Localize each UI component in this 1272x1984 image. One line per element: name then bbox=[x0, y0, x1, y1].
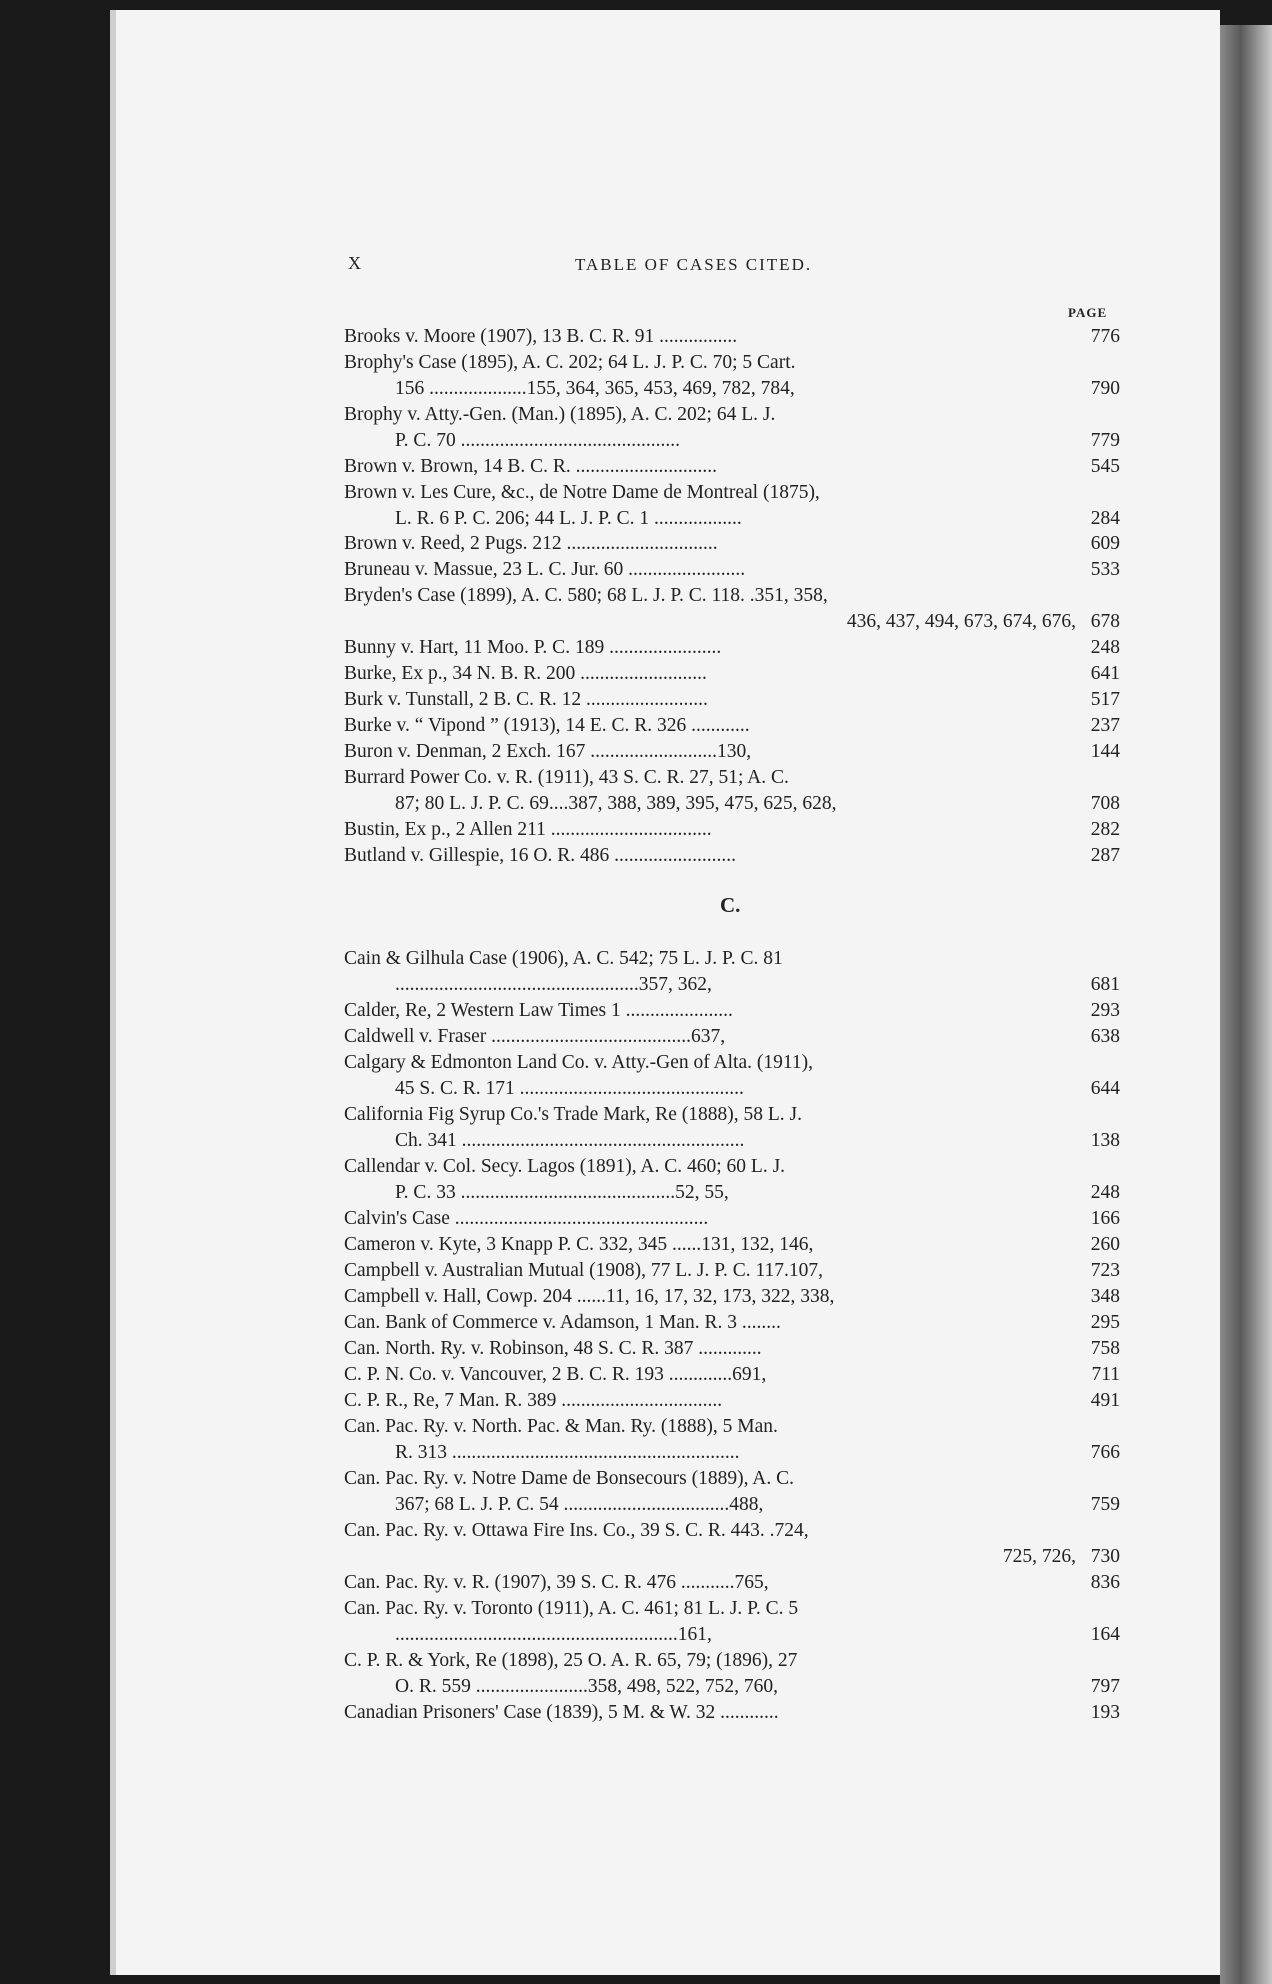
case-entry-page: 164 bbox=[1090, 1624, 1120, 1645]
case-entry-line bbox=[344, 1494, 1120, 1520]
case-entry-text: Caldwell v. Fraser .........................................637, bbox=[344, 1026, 726, 1047]
case-entry-text: Campbell v. Australian Mutual (1908), 77 L. J. P. C. 117.107, bbox=[344, 1260, 823, 1281]
case-entry-line bbox=[344, 1104, 1120, 1130]
case-entry-line bbox=[344, 326, 1120, 352]
case-entry-page: 730 bbox=[1090, 1546, 1120, 1567]
case-entry-text: Brown v. Les Cure, &c., de Notre Dame de Montreal (1875), bbox=[344, 482, 820, 503]
case-entry-page: 723 bbox=[1090, 1260, 1120, 1281]
case-entry-line bbox=[344, 1156, 1120, 1182]
case-entry-text: Butland v. Gillespie, 16 O. R. 486 ......................... bbox=[344, 845, 736, 866]
case-entry-line bbox=[344, 533, 1120, 559]
case-entry-text: C. P. R. & York, Re (1898), 25 O. A. R. 65, 79; (1896), 27 bbox=[344, 1650, 798, 1671]
case-entry-text: Can. Pac. Ry. v. Notre Dame de Bonsecours (1889), A. C. bbox=[344, 1468, 794, 1489]
case-entry-page: 681 bbox=[1090, 974, 1120, 995]
case-entry-text: ..................................................357, 362, bbox=[395, 974, 712, 995]
case-entry-line bbox=[344, 508, 1120, 534]
case-entry-page: 138 bbox=[1090, 1130, 1120, 1151]
case-entry-line bbox=[344, 456, 1120, 482]
case-entry-line bbox=[344, 1208, 1120, 1234]
case-entry-page: 609 bbox=[1090, 533, 1120, 554]
case-entry-line bbox=[344, 1546, 1120, 1572]
case-entry-page: 287 bbox=[1090, 845, 1120, 866]
case-entry-line bbox=[344, 585, 1120, 611]
case-entry-page: 260 bbox=[1090, 1234, 1120, 1255]
case-entry-line bbox=[344, 1026, 1120, 1052]
case-entry-line bbox=[344, 845, 1120, 871]
case-entry-line bbox=[344, 1078, 1120, 1104]
case-entry-line bbox=[344, 948, 1120, 974]
case-entry-text: 87; 80 L. J. P. C. 69....387, 388, 389, 395, 475, 625, 628, bbox=[395, 793, 837, 814]
case-entry-text: Can. Pac. Ry. v. Ottawa Fire Ins. Co., 39 S. C. R. 443. .724, bbox=[344, 1520, 809, 1541]
case-entry-line bbox=[344, 974, 1120, 1000]
case-entry-page: 779 bbox=[1090, 430, 1120, 451]
page-edge-left bbox=[110, 10, 116, 1975]
case-entry-page: 293 bbox=[1090, 1000, 1120, 1021]
case-entry-line bbox=[344, 1624, 1120, 1650]
case-entry-text: C. P. N. Co. v. Vancouver, 2 B. C. R. 193 .............691, bbox=[344, 1364, 767, 1385]
case-entry-text: 156 ....................155, 364, 365, 453, 469, 782, 784, bbox=[395, 378, 795, 399]
case-entry-text: Brophy's Case (1895), A. C. 202; 64 L. J. P. C. 70; 5 Cart. bbox=[344, 352, 796, 373]
case-entry-page: 517 bbox=[1090, 689, 1120, 710]
case-entry-text: Bunny v. Hart, 11 Moo. P. C. 189 ....................... bbox=[344, 637, 722, 658]
case-entry-line bbox=[344, 1520, 1120, 1546]
case-entry-text: Calvin's Case .................................................... bbox=[344, 1208, 709, 1229]
case-entry-line bbox=[344, 1650, 1120, 1676]
case-entry-page: 708 bbox=[1090, 793, 1120, 814]
case-entry-text: Ch. 341 .......................................................... bbox=[395, 1130, 745, 1151]
case-entry-line bbox=[344, 1364, 1120, 1390]
case-entry-line bbox=[344, 1416, 1120, 1442]
case-entry-line bbox=[344, 689, 1120, 715]
case-entry-line bbox=[344, 767, 1120, 793]
case-entry-text: Bustin, Ex p., 2 Allen 211 ................................. bbox=[344, 819, 712, 840]
case-entry-line bbox=[344, 1234, 1120, 1260]
case-entry-line bbox=[344, 1390, 1120, 1416]
page-column-label: PAGE bbox=[1068, 305, 1108, 320]
case-entry-page: 644 bbox=[1090, 1078, 1120, 1099]
case-entry-line bbox=[344, 1468, 1120, 1494]
case-entry-page: 144 bbox=[1090, 741, 1120, 762]
case-entry-page: 790 bbox=[1090, 378, 1120, 399]
case-entry-page: 776 bbox=[1090, 326, 1120, 347]
case-entry-page: 758 bbox=[1090, 1338, 1120, 1359]
case-entry-line bbox=[344, 1572, 1120, 1598]
case-entry-text: Bryden's Case (1899), A. C. 580; 68 L. J. P. C. 118. .351, 358, bbox=[344, 585, 828, 606]
case-entry-text: Calder, Re, 2 Western Law Times 1 ...................... bbox=[344, 1000, 733, 1021]
case-entry-line bbox=[344, 741, 1120, 767]
case-entry-text: California Fig Syrup Co.'s Trade Mark, Re (1888), 58 L. J. bbox=[344, 1104, 802, 1125]
case-entry-line bbox=[344, 793, 1120, 819]
case-entry-text: Burke, Ex p., 34 N. B. R. 200 .......................... bbox=[344, 663, 707, 684]
case-entry-text: Callendar v. Col. Secy. Lagos (1891), A. C. 460; 60 L. J. bbox=[344, 1156, 786, 1177]
case-entry-line bbox=[344, 352, 1120, 378]
case-entry-text: Brooks v. Moore (1907), 13 B. C. R. 91 ................ bbox=[344, 326, 738, 347]
case-entry-line bbox=[344, 1260, 1120, 1286]
case-entry-text: Can. North. Ry. v. Robinson, 48 S. C. R. 387 ............. bbox=[344, 1338, 762, 1359]
case-entry-text: 367; 68 L. J. P. C. 54 ..................................488, bbox=[395, 1494, 764, 1515]
case-entry-line bbox=[344, 430, 1120, 456]
case-entry-text: Canadian Prisoners' Case (1839), 5 M. & W. 32 ............ bbox=[344, 1702, 779, 1723]
running-head: TABLE OF CASES CITED. bbox=[575, 255, 813, 274]
case-entry-text: Bruneau v. Massue, 23 L. C. Jur. 60 ........................ bbox=[344, 559, 746, 580]
case-entry-line bbox=[344, 378, 1120, 404]
case-entry-line bbox=[344, 1312, 1120, 1338]
case-entry-page: 759 bbox=[1090, 1494, 1120, 1515]
case-entry-page: 248 bbox=[1090, 637, 1120, 658]
case-entry-line bbox=[344, 559, 1120, 585]
case-entry-page: 766 bbox=[1090, 1442, 1120, 1463]
case-entry-text: P. C. 33 ............................................52, 55, bbox=[395, 1182, 729, 1203]
case-entry-line bbox=[344, 1182, 1120, 1208]
case-entry-text: ..........................................................161, bbox=[395, 1624, 712, 1645]
case-entry-page: 533 bbox=[1090, 559, 1120, 580]
case-entry-text: Buron v. Denman, 2 Exch. 167 ..........................130, bbox=[344, 741, 752, 762]
case-entry-text: L. R. 6 P. C. 206; 44 L. J. P. C. 1 .................. bbox=[395, 508, 742, 529]
case-entry-page: 836 bbox=[1090, 1572, 1120, 1593]
case-entry-text: Burrard Power Co. v. R. (1911), 43 S. C. R. 27, 51; A. C. bbox=[344, 767, 789, 788]
case-entry-page: 248 bbox=[1090, 1182, 1120, 1203]
case-entry-line bbox=[344, 1052, 1120, 1078]
case-entry-text: Can. Pac. Ry. v. North. Pac. & Man. Ry. (1888), 5 Man. bbox=[344, 1416, 778, 1437]
case-entry-line bbox=[344, 1676, 1120, 1702]
case-entry-text: O. R. 559 .......................358, 498, 522, 752, 760, bbox=[395, 1676, 778, 1697]
case-entry-text: Brown v. Reed, 2 Pugs. 212 ............................... bbox=[344, 533, 718, 554]
case-entry-text: P. C. 70 ............................................. bbox=[395, 430, 680, 451]
case-entry-page: 282 bbox=[1090, 819, 1120, 840]
case-entry-page: 641 bbox=[1090, 663, 1120, 684]
section-heading-c: C. bbox=[720, 893, 741, 917]
case-entry-line bbox=[344, 1442, 1120, 1468]
case-entry-page: 711 bbox=[1091, 1364, 1120, 1385]
case-entry-page: 491 bbox=[1090, 1390, 1120, 1411]
case-entry-page: 638 bbox=[1090, 1026, 1120, 1047]
case-entry-line bbox=[344, 637, 1120, 663]
case-entry-page: 295 bbox=[1090, 1312, 1120, 1333]
case-entry-text: 45 S. C. R. 171 .............................................. bbox=[395, 1078, 744, 1099]
case-entry-line bbox=[344, 1130, 1120, 1156]
case-entry-text: R. 313 ........................................................... bbox=[395, 1442, 740, 1463]
case-entry-text: Brown v. Brown, 14 B. C. R. ............................. bbox=[344, 456, 718, 477]
case-entry-text: Cameron v. Kyte, 3 Knapp P. C. 332, 345 ......131, 132, 146, bbox=[344, 1234, 814, 1255]
case-entry-text: Brophy v. Atty.-Gen. (Man.) (1895), A. C. 202; 64 L. J. bbox=[344, 404, 776, 425]
case-entry-page: 545 bbox=[1090, 456, 1120, 477]
case-entry-text: 725, 726, bbox=[1002, 1546, 1076, 1567]
case-entry-text: Can. Bank of Commerce v. Adamson, 1 Man. R. 3 ........ bbox=[344, 1312, 781, 1333]
case-entry-page: 284 bbox=[1090, 508, 1120, 529]
case-entry-page: 797 bbox=[1090, 1676, 1120, 1697]
case-entry-text: Burke v. “ Vipond ” (1913), 14 E. C. R. 326 ............ bbox=[344, 715, 750, 736]
case-entry-text: C. P. R., Re, 7 Man. R. 389 ................................. bbox=[344, 1390, 723, 1411]
case-entry-text: 436, 437, 494, 673, 674, 676, bbox=[846, 611, 1076, 632]
case-entry-text: Can. Pac. Ry. v. R. (1907), 39 S. C. R. 476 ...........765, bbox=[344, 1572, 769, 1593]
page-edge-right bbox=[1220, 25, 1272, 1984]
case-entry-line bbox=[344, 1702, 1120, 1728]
case-entry-line bbox=[344, 663, 1120, 689]
case-entry-page: 348 bbox=[1090, 1286, 1120, 1307]
case-entry-line bbox=[344, 404, 1120, 430]
case-entry-page: 237 bbox=[1090, 715, 1120, 736]
case-entry-line bbox=[344, 1598, 1120, 1624]
case-entry-text: Cain & Gilhula Case (1906), A. C. 542; 75 L. J. P. C. 81 bbox=[344, 948, 783, 969]
case-entry-line bbox=[344, 715, 1120, 741]
case-entry-page: 166 bbox=[1090, 1208, 1120, 1229]
case-entry-line bbox=[344, 819, 1120, 845]
case-entry-text: Campbell v. Hall, Cowp. 204 ......11, 16, 17, 32, 173, 322, 338, bbox=[344, 1286, 835, 1307]
case-entry-line bbox=[344, 1000, 1120, 1026]
case-entry-page: 193 bbox=[1090, 1702, 1120, 1723]
case-entry-line bbox=[344, 1286, 1120, 1312]
case-entry-page: 678 bbox=[1090, 611, 1120, 632]
folio-number: X bbox=[348, 253, 362, 273]
case-entry-line bbox=[344, 482, 1120, 508]
case-entry-text: Burk v. Tunstall, 2 B. C. R. 12 ......................... bbox=[344, 689, 708, 710]
case-entry-line bbox=[344, 1338, 1120, 1364]
case-entry-text: Calgary & Edmonton Land Co. v. Atty.-Gen of Alta. (1911), bbox=[344, 1052, 814, 1073]
case-entry-text: Can. Pac. Ry. v. Toronto (1911), A. C. 461; 81 L. J. P. C. 5 bbox=[344, 1598, 799, 1619]
case-entry-line bbox=[344, 611, 1120, 637]
